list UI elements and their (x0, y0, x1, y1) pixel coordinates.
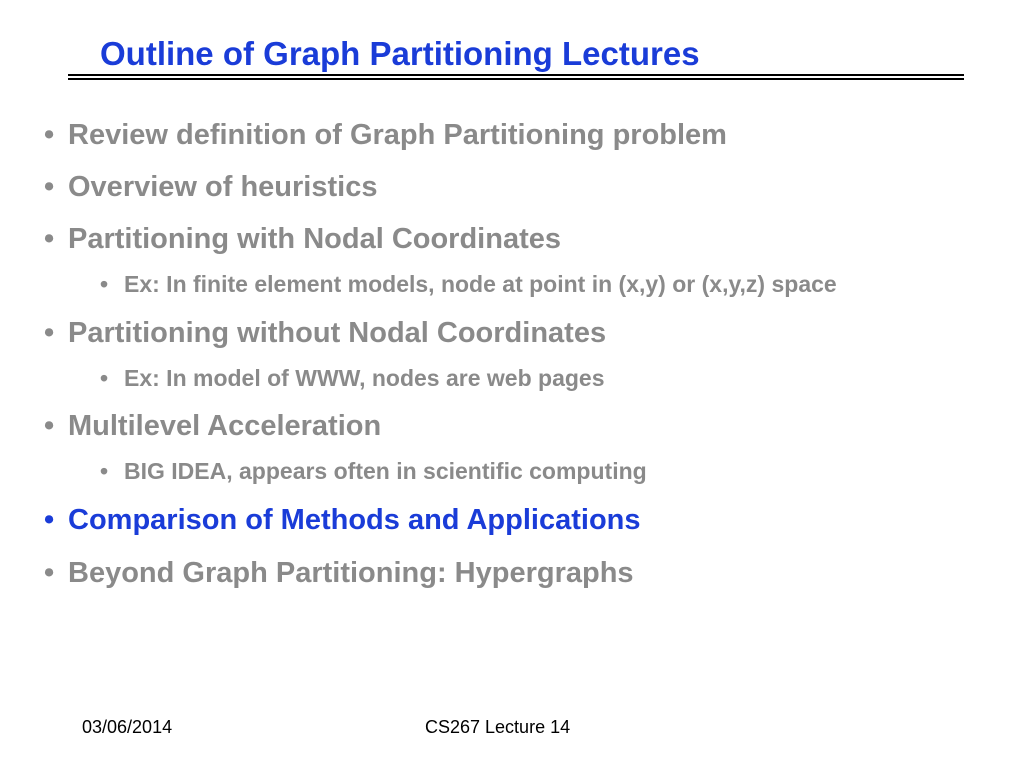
outline-item-text: Partitioning with Nodal Coordinates (68, 223, 561, 255)
outline-item-text: Comparison of Methods and Applications (68, 504, 641, 536)
outline-item-without-nodal-coordinates (44, 316, 606, 350)
bullet-icon: • (44, 317, 55, 349)
outline-item-nodal-coordinates (44, 222, 561, 256)
outline-subitem-www (100, 364, 605, 392)
outline-item-text: Multilevel Acceleration (68, 410, 382, 442)
outline-item-text: Partitioning without Nodal Coordinates (68, 317, 607, 349)
title-underline-bottom (68, 78, 964, 80)
title-underline-top (68, 74, 964, 76)
bullet-icon: • (44, 557, 55, 589)
slide-title: Outline of Graph Partitioning Lectures (100, 35, 700, 72)
outline-item-text: Overview of heuristics (68, 171, 378, 203)
bullet-icon: • (44, 410, 55, 442)
outline-subitem-text: Ex: In finite element models, node at point in (x,y) or (x,y,z) space (124, 271, 837, 297)
outline-item-text: Beyond Graph Partitioning: Hypergraphs (68, 557, 634, 589)
footer-course: CS267 Lecture 14 (425, 717, 571, 737)
bullet-icon: • (100, 271, 109, 297)
outline-item-multilevel (44, 409, 381, 443)
outline-subitem-text: BIG IDEA, appears often in scientific computing (124, 458, 647, 484)
outline-item-review (44, 118, 727, 152)
outline-item-hypergraphs (44, 556, 634, 590)
outline-item-text: Review definition of Graph Partitioning problem (68, 119, 727, 151)
bullet-icon: • (44, 504, 55, 536)
bullet-icon: • (44, 119, 55, 151)
outline-subitem-big-idea (100, 457, 647, 485)
outline-item-heuristics (44, 170, 377, 204)
bullet-icon: • (44, 223, 55, 255)
bullet-icon: • (100, 365, 109, 391)
footer-date: 03/06/2014 (82, 717, 173, 737)
outline-item-comparison (44, 503, 641, 537)
bullet-icon: • (44, 171, 55, 203)
outline-subitem-finite-element (100, 270, 837, 298)
bullet-icon: • (100, 458, 109, 484)
outline-subitem-text: Ex: In model of WWW, nodes are web pages (124, 365, 605, 391)
